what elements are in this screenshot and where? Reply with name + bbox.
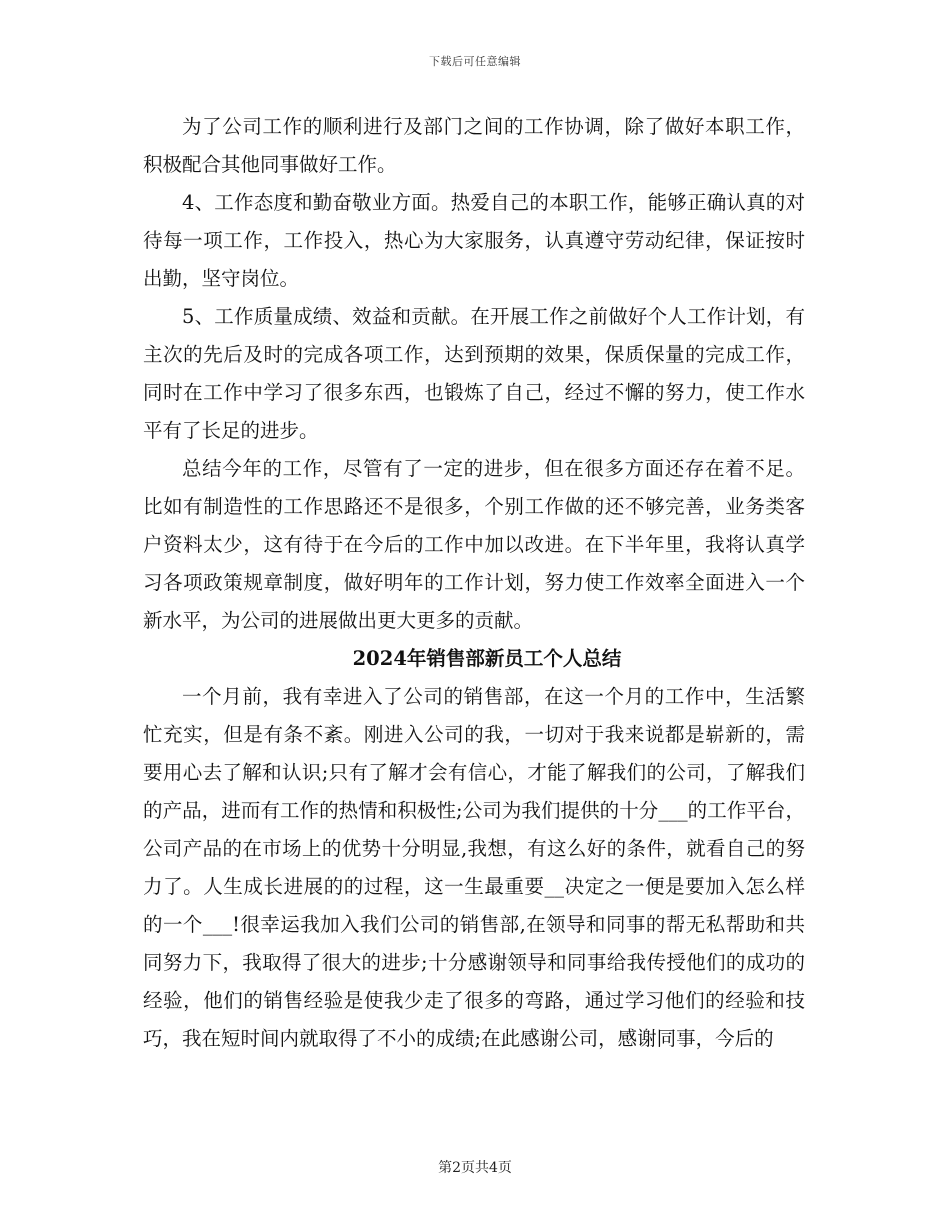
paragraph-work-quality: 5、工作质量成绩、效益和贡献。在开展工作之前做好个人工作计划，有主次的先后及时的完成各项工作，达到预期的效果，保质保量的完成工作，同时在工作中学习了很多东西，也锻炼了自己，经过不懈的努力，使工作水平有了长足的进步。 (143, 305, 805, 442)
section-title: 2024年销售部新员工个人总结 (352, 647, 622, 670)
document-body (143, 108, 805, 1058)
paragraph-cooperation: 为了公司工作的顺利进行及部门之间的工作协调，除了做好本职工作，积极配合其他同事做好工作。 (143, 115, 805, 176)
paragraph-work-attitude: 4、工作态度和勤奋敬业方面。热爱自己的本职工作，能够正确认真的对待每一项工作，工作投入，热心为大家服务，认真遵守劳动纪律，保证按时出勤，坚守岗位。 (143, 191, 805, 290)
page-number: 第2页共4页 (438, 1160, 512, 1176)
paragraph-year-summary: 总结今年的工作，尽管有了一定的进步，但在很多方面还存在着不足。比如有制造性的工作思路还不是很多，个别工作做的还不够完善，业务类客户资料太少，这有待于在今后的工作中加以改进。在下半年里，我将认真学习各项政策规章制度，做好明年的工作计划，努力使工作效率全面进入一个新水平，为公司的进展做出更大更多的贡献。 (143, 457, 805, 632)
page-header-note: 下载后可任意编辑 (429, 55, 521, 68)
paragraph-new-employee: 一个月前，我有幸进入了公司的销售部，在这一个月的工作中，生活繁忙充实，但是有条不紊。刚进入公司的我，一切对于我来说都是崭新的，需要用心去了解和认识;只有了解才会有信心，才能了解我们的公司，了解我们的产品，进而有工作的热情和积极性;公司为我们提供的十分___的工作平台，公司产品的在市场上的优势十分明显,我想，有这么好的条件，就看自己的努力了。人生成长进展的的过程，这一生最重要__决定之一便是要加入怎么样的一个___!很幸运我加入我们公司的销售部,在领导和同事的帮无私帮助和共同努力下，我取得了很大的进步;十分感谢领导和同事给我传授他们的成功的经验，他们的销售经验是使我少走了很多的弯路，通过学习他们的经验和技巧，我在短时间内就取得了不小的成绩;在此感谢公司，感谢同事，今后的 (143, 685, 805, 1050)
